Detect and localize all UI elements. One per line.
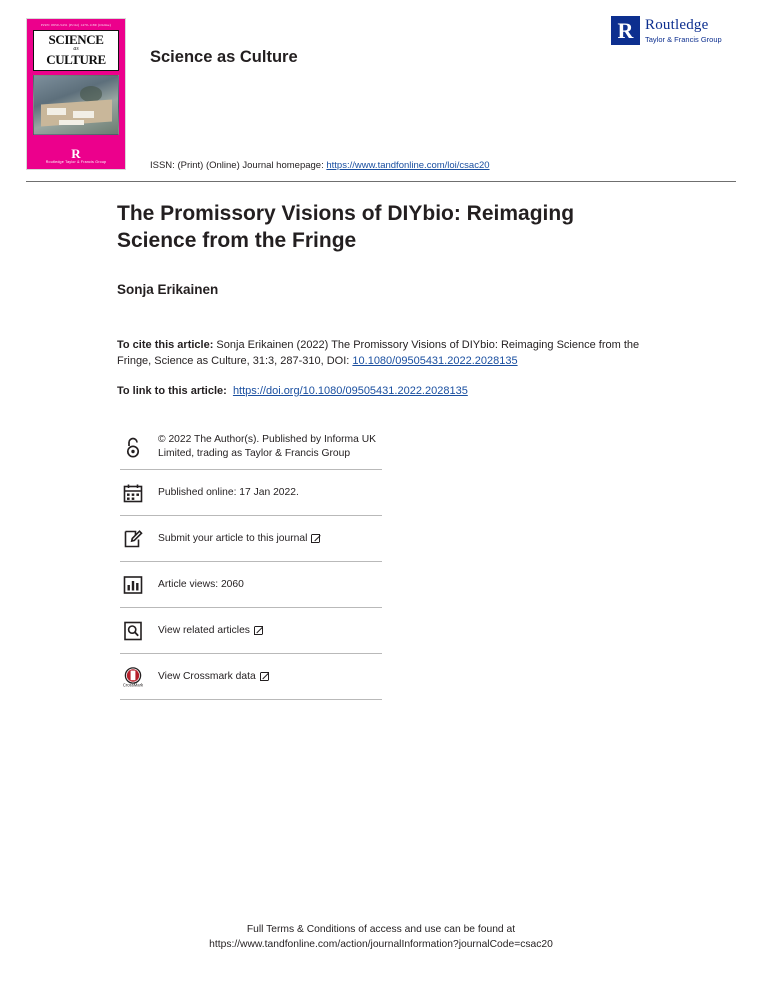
article-author: Sonja Erikainen <box>117 282 219 297</box>
issn-homepage-line <box>150 160 490 171</box>
metadata-text: © 2022 The Author(s). Published by Informa UK Limited, trading as Taylor & Francis Group <box>158 433 377 459</box>
footer <box>0 922 762 952</box>
cover-publisher-block <box>27 148 125 165</box>
masthead-divider <box>26 181 736 182</box>
cover-photo-paper <box>73 111 95 118</box>
routledge-subtitle: Taylor & Francis Group <box>645 35 722 44</box>
citation-doi-link[interactable]: 10.1080/09505431.2022.2028135 <box>352 355 518 367</box>
masthead <box>0 0 762 182</box>
issn-label: ISSN: (Print) (Online) Journal homepage: <box>150 160 324 171</box>
related-articles-icon <box>120 618 146 644</box>
svg-text:CrossMark: CrossMark <box>122 682 144 688</box>
journal-title: Science as Culture <box>150 48 298 66</box>
metadata-text: Published online: 17 Jan 2022. <box>158 486 299 498</box>
article-link-label: To link to this article: <box>117 385 227 397</box>
metadata-row-published <box>120 470 382 516</box>
footer-line-2: https://www.tandfonline.com/action/journalInformation?journalCode=csac20 <box>209 939 553 950</box>
metadata-row-crossmark[interactable] <box>120 654 382 700</box>
article-link-block <box>117 383 662 399</box>
metadata-row-views <box>120 562 382 608</box>
cover-photo-paper <box>47 108 65 114</box>
cover-photo-shape <box>80 86 102 101</box>
crossmark-icon <box>120 664 146 690</box>
cover-publisher-name: Routledge Taylor & Francis Group <box>45 160 107 164</box>
article-block <box>117 200 662 399</box>
citation-label: To cite this article: <box>117 339 214 351</box>
journal-cover-image <box>26 18 126 170</box>
citation-block <box>117 337 647 369</box>
metadata-text: View related articles <box>158 624 250 636</box>
metadata-text: Submit your article to this journal <box>158 532 308 544</box>
bar-chart-icon <box>120 572 146 598</box>
external-link-icon <box>260 672 269 681</box>
journal-homepage-link[interactable]: https://www.tandfonline.com/loi/csac20 <box>326 160 490 171</box>
routledge-logo <box>611 16 736 56</box>
metadata-row-copyright <box>120 424 382 470</box>
cover-title-line1: SCIENCE <box>48 32 104 47</box>
metadata-row-related[interactable] <box>120 608 382 654</box>
citation-text: Sonja Erikainen (2022) The Promissory Visions of DIYbio: Reimaging Science from the Fringe, Science as Culture, 31:3, 287-310, DOI: <box>117 339 640 367</box>
cover-photograph <box>33 75 119 135</box>
footer-line-1: Full Terms & Conditions of access and use can be found at <box>246 924 516 935</box>
metadata-row-submit[interactable] <box>120 516 382 562</box>
cover-title-line2: as <box>73 46 79 52</box>
open-access-icon <box>120 434 146 460</box>
external-link-icon <box>254 626 263 635</box>
submit-article-icon <box>120 526 146 552</box>
routledge-name: Routledge <box>645 17 709 33</box>
article-doi-link[interactable]: https://doi.org/10.1080/09505431.2022.2028135 <box>232 385 468 397</box>
cover-title-band <box>33 30 119 71</box>
routledge-mark-icon: R <box>611 16 640 45</box>
metadata-text: View Crossmark data <box>158 670 256 682</box>
cover-title-line3: CULTURE <box>46 52 106 67</box>
cover-issn-text: ISSN: 0950-5431 (Print) 1470-1189 (Online) <box>40 23 112 27</box>
external-link-icon <box>311 534 320 543</box>
article-title: The Promissory Visions of DIYbio: Reimaging Science from the Fringe <box>117 202 575 252</box>
metadata-list <box>120 424 382 700</box>
calendar-icon <box>120 480 146 506</box>
metadata-text: Article views: 2060 <box>158 578 244 590</box>
cover-photo-paper <box>59 120 84 126</box>
cover-routledge-mark: R <box>71 146 81 161</box>
